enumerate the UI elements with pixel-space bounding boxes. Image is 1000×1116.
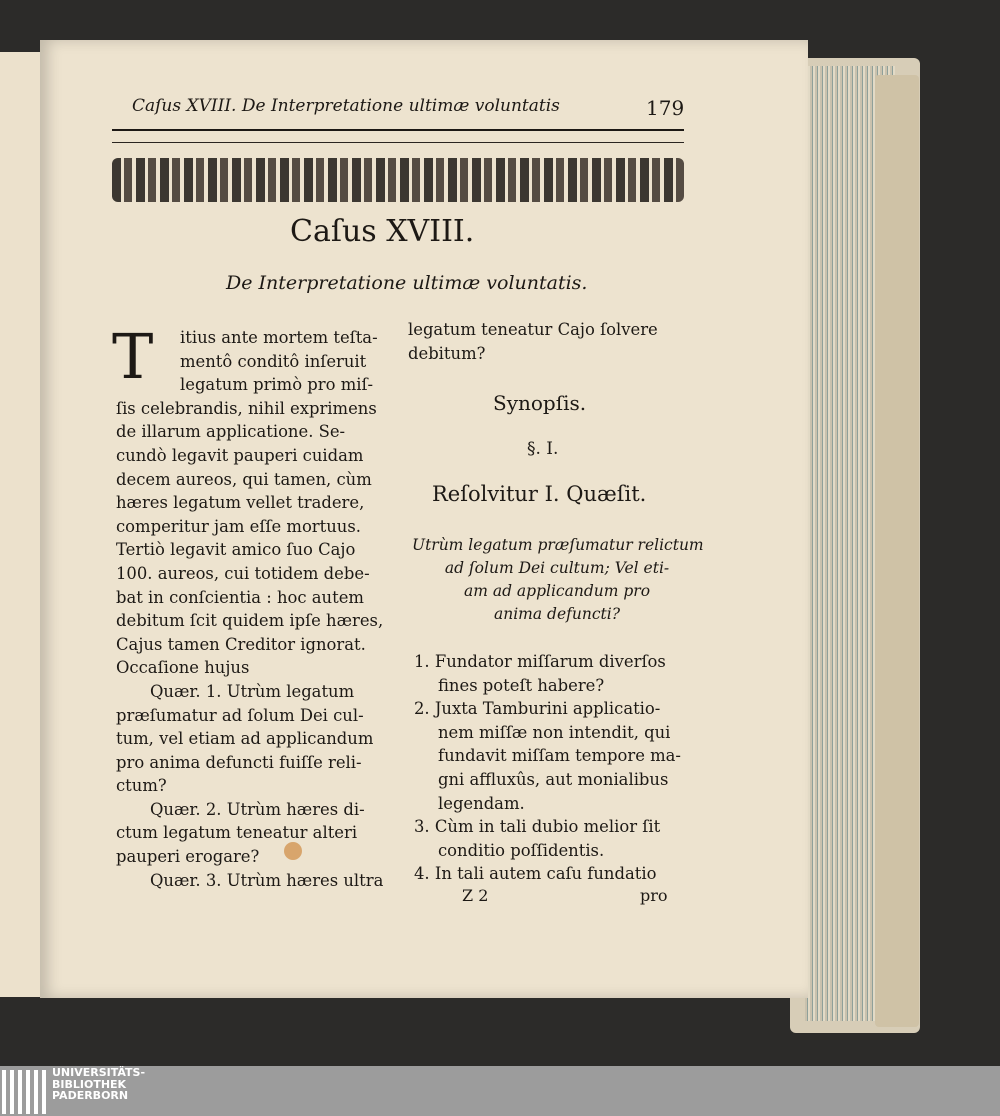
text-line: pauperi erogare? (116, 847, 260, 867)
library-name (52, 1067, 145, 1102)
list-item: legendam. (438, 793, 525, 813)
chapter-subtitle: De Interpretatione ultimæ voluntatis. (226, 272, 588, 294)
catchword: pro (640, 886, 668, 905)
library-logo-icon (2, 1070, 46, 1114)
text-line: tum, vel etiam ad applicandum (116, 729, 374, 749)
library-name-line: BIBLIOTHEK (52, 1077, 127, 1091)
question-block (412, 534, 702, 626)
ink-stain (284, 842, 302, 860)
list-item: fundavit miſſam tempore ma- (438, 746, 681, 766)
list-item: conditio poſſidentis. (438, 840, 605, 860)
question-line: Utrùm legatum præſumatur relictum (412, 536, 704, 554)
text-line: mentô conditô inſeruit (180, 351, 367, 371)
drop-cap: T (112, 320, 154, 393)
ornament-band (112, 158, 684, 202)
page-number: 179 (646, 96, 685, 120)
text-line: cundò legavit pauperi cuidam (116, 445, 364, 465)
list-item: fines poteſt habere? (438, 675, 605, 695)
text-line: Cajus tamen Creditor ignorat. (116, 634, 366, 654)
resolvitur-heading: Reſolvitur I. Quæſit. (432, 482, 647, 506)
list-item: 4. In tali autem caſu fundatio (414, 864, 657, 884)
question-line: am ad applicandum pro (463, 582, 651, 600)
left-column (116, 326, 400, 892)
synopsis-heading: Synopſis. (493, 391, 587, 415)
signature-mark: Z 2 (462, 886, 489, 905)
text-line: Quær. 3. Utrùm hæres ultra (150, 870, 384, 890)
text-line: Tertiò legavit amico ſuo Cajo (116, 540, 356, 560)
text-line: hæres legatum vellet tradere, (116, 493, 365, 513)
running-head: Caſus XVIII. De Interpretatione ultimæ voluntatis (132, 96, 560, 116)
text-line: pro anima defuncti fuiſſe reli- (116, 752, 362, 772)
list-item: nem miſſæ non intendit, qui (438, 722, 671, 742)
numbered-list (414, 650, 681, 886)
text-line: Occaſione hujus (116, 658, 250, 678)
text-line: bat in conſcientia : hoc autem (116, 587, 364, 607)
text-line: decem aureos, qui tamen, cùm (116, 469, 372, 489)
section-mark: §. I. (527, 439, 559, 459)
list-item: 3. Cùm in tali dubio melior ſit (414, 817, 661, 837)
text-line: debitum ſcit quidem ipſe hæres, (116, 611, 384, 631)
book-cover-edge (875, 75, 919, 1027)
header-rule-thin (112, 142, 684, 143)
library-name-line: PADERBORN (52, 1089, 129, 1102)
text-line: præſumatur ad ſolum Dei cul- (116, 705, 364, 725)
library-footer (0, 1066, 1000, 1116)
text-line: Quær. 1. Utrùm legatum (150, 681, 355, 701)
list-item: 2. Juxta Tamburini applicatio- (414, 699, 661, 719)
list-item: 1. Fundator miſſarum diverſos (414, 652, 666, 671)
list-item: gni affluxûs, aut monialibus (438, 769, 669, 789)
question-line: ad ſolum Dei cultum; Vel eti- (444, 559, 670, 577)
text-line: legatum primò pro miſ- (180, 375, 374, 395)
question-line: anima defuncti? (493, 605, 621, 623)
chapter-title: Caſus XVIII. (290, 214, 475, 249)
text-line: ctum legatum teneatur alteri (116, 823, 358, 843)
header-rule (112, 129, 684, 131)
right-column-top (408, 318, 698, 365)
library-name-line: UNIVERSITÄTS- (52, 1066, 146, 1079)
text-line: ſis celebrandis, nihil exprimens (116, 398, 377, 418)
text-line: de illarum applicatione. Se- (116, 422, 346, 442)
text-line: debitum? (408, 343, 486, 363)
text-line: ctum? (116, 776, 167, 796)
text-line: 100. aureos, cui totidem debe- (116, 563, 370, 583)
text-line: Quær. 2. Utrùm hæres di- (150, 799, 365, 819)
text-line: legatum teneatur Cajo ſolvere (408, 320, 658, 339)
text-line: itius ante mortem teſta- (180, 328, 378, 347)
text-line: comperitur jam eſſe mortuus. (116, 516, 361, 536)
